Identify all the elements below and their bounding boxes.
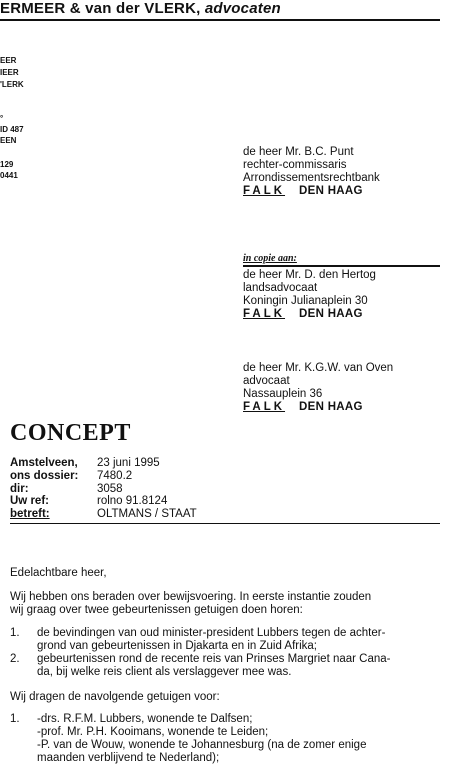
witness-item: -prof. Mr. P.H. Kooimans, wonende te Leiden;: [37, 726, 269, 738]
concept-stamp: CONCEPT: [10, 420, 131, 446]
meta-row-dossier: [10, 470, 197, 483]
list-text: grond van gebeurtenissen in Djakarta en in Zuid Afrika;: [37, 640, 317, 652]
sidebar-line: °: [0, 114, 4, 123]
list-item: [10, 627, 440, 653]
addressee-name: de heer Mr. K.G.W. van Oven: [243, 362, 394, 374]
dir-value: 3058: [97, 482, 123, 495]
falk-label: FALK: [243, 185, 286, 197]
addressee-role: landsadvocaat: [243, 282, 318, 294]
list-number: 2.: [10, 653, 20, 665]
reference-rule: [10, 523, 440, 524]
addressee-name: de heer Mr. D. den Hertog: [243, 269, 376, 281]
addressee-address: Koningin Julianaplein 30: [243, 295, 368, 307]
dir-label: dir:: [10, 482, 29, 495]
dossier-label: ons dossier:: [10, 469, 79, 482]
meta-row-subject: [10, 508, 197, 521]
addressee-address: Arrondissementsrechtbank: [243, 172, 380, 184]
reference-block: [10, 457, 197, 521]
addressee-address: Nassauplein 36: [243, 388, 323, 400]
copy-label: in copie aan:: [243, 253, 297, 264]
paragraph-1: [10, 591, 440, 617]
salutation: Edelachtbare heer,: [10, 567, 107, 579]
meta-row-dir: [10, 483, 197, 496]
list-text: de bevindingen van oud minister-president Lubbers tegen de achter-: [37, 627, 386, 639]
paragraph-line: wij graag over twee gebeurtenissen getuigen doen horen:: [10, 604, 303, 616]
falk-label: FALK: [243, 308, 286, 320]
addressee-block: [243, 269, 376, 321]
addressee-role: rechter-commissaris: [243, 159, 347, 171]
paragraph-line: Wij hebben ons beraden over bewijsvoering. In eerste instantie zouden: [10, 591, 372, 603]
header-rule: [0, 19, 440, 21]
list-text: gebeurtenissen rond de recente reis van Prinses Margriet naar Cana-: [37, 653, 391, 665]
sidebar-line: IEER: [0, 68, 19, 77]
addressee-city-row: [243, 401, 393, 414]
sidebar-line: EER: [0, 56, 17, 65]
firm-name-main: ERMEER & van der VLERK,: [0, 0, 201, 17]
addressee-block: [243, 146, 380, 198]
ref-label: Uw ref:: [10, 495, 49, 508]
addressee-city-row: [243, 185, 380, 198]
dossier-value: 7480.2: [97, 469, 133, 482]
subject-value: OLTMANS / STAAT: [97, 508, 197, 521]
witness-item: maanden verblijvend te Nederland);: [37, 752, 220, 764]
meta-row-place: [10, 457, 197, 470]
witness-list: [10, 713, 440, 765]
witness-item: -P. van de Wouw, wonende te Johannesburg (na de zomer enige: [37, 739, 367, 751]
firm-name-suffix: advocaten: [204, 0, 281, 17]
subject-label: betreft:: [10, 508, 50, 521]
addressee-city-row: [243, 308, 376, 321]
addressee-role: advocaat: [243, 375, 290, 387]
list-number: 1.: [10, 713, 20, 725]
addressee-city: DEN HAAG: [299, 308, 363, 320]
paragraph-2: Wij dragen de navolgende getuigen voor:: [10, 691, 220, 703]
sidebar-line: EEN: [0, 136, 17, 145]
addressee-city: DEN HAAG: [299, 185, 363, 197]
list-item: [10, 653, 440, 679]
sidebar-line: ID 487: [0, 125, 24, 134]
sidebar-line: 0441: [0, 171, 18, 180]
place-label: Amstelveen,: [10, 457, 78, 469]
ref-value: rolno 91.8124: [97, 495, 168, 508]
witness-item: -drs. R.F.M. Lubbers, wonende te Dalfsen;: [37, 713, 253, 725]
sidebar-line: 129: [0, 160, 14, 169]
list-number: 1.: [10, 627, 20, 639]
addressee-block: [243, 362, 393, 414]
copy-rule: [243, 265, 440, 267]
addressee-city: DEN HAAG: [299, 401, 363, 413]
firm-name: [0, 0, 281, 17]
sidebar-line: 'LERK: [0, 80, 24, 89]
addressee-name: de heer Mr. B.C. Punt: [243, 146, 354, 158]
falk-label: FALK: [243, 401, 286, 413]
list-text: da, bij welke reis client als verslaggever mee was.: [37, 666, 292, 678]
meta-row-ref: [10, 495, 197, 508]
date-value: 23 juni 1995: [97, 457, 160, 469]
